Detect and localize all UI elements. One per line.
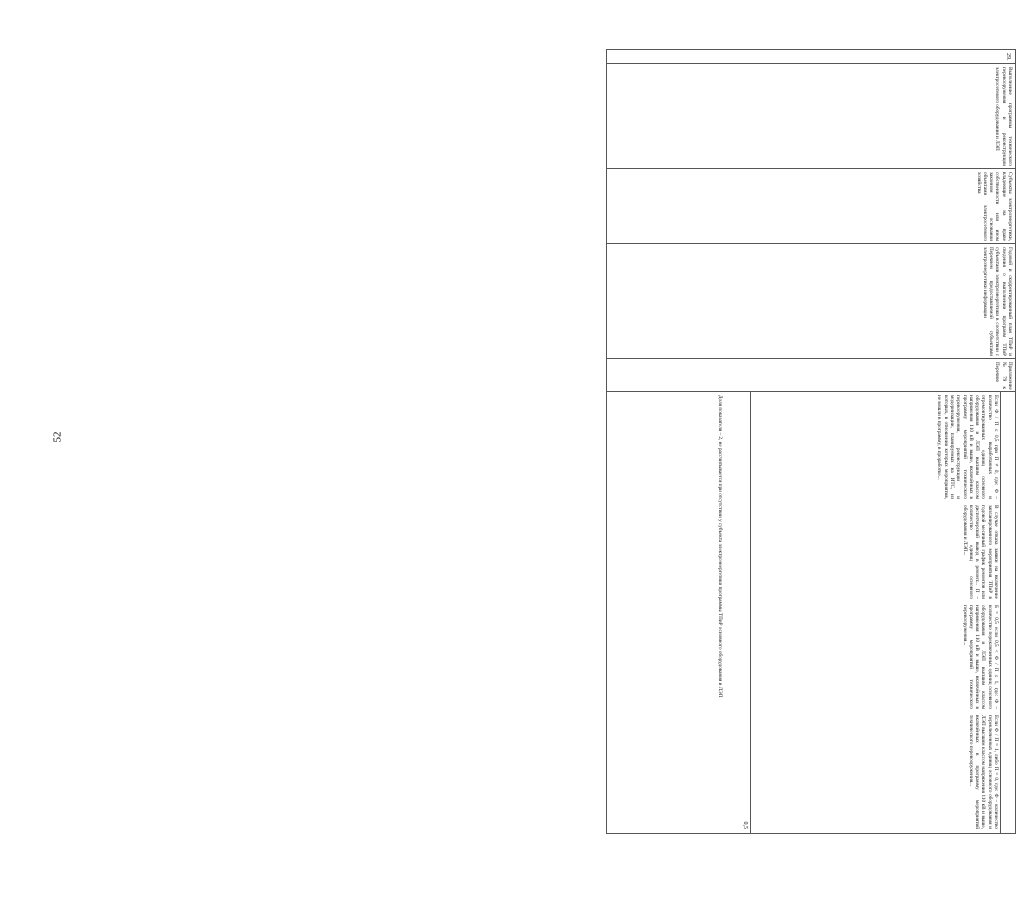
criteria-main: Если Ф / П ≤ 0,5 при П ≠ 0, где: Ф – количество выработанных и отремонтированных единиц основного оборудования и ЛЭП высшим классом напряжения 110 кВ и выше, включённых в программу мероприятий технического перевооружения, реконструкции и модернизации, планируемых на ИТС, из которых, в отношении которых мероприятия, не вошли в программу, в проработке... (936, 395, 999, 499)
criteria-right: Если Ф / П = 1, либо П = 0, где: Ф – количество переключенных единиц основного оборудования и ЛЭП высшим классом напряжения 110 кВ и выше, включённых в программу мероприятий технического перевооружения... (967, 715, 999, 829)
rotated-table (606, 49, 1016, 834)
weight-value: 0,5 (742, 821, 748, 829)
subject-text: Субъекты электроэнергетики, владеющие на праве собственности или ином законном основании объектами электросетевого хозяйства (975, 172, 1013, 241)
source-text: Годовой и скорректированный план ТПиР и сведения о выполнении программ ТПиР субъектами электроэнергетики в соответствии с Перечнем предоставляемой субъектами электроэнергетики информации (981, 247, 1013, 356)
row-number: 29. (1005, 53, 1011, 61)
page-number: 52 (51, 431, 64, 443)
criteria-mid1: В случае отказа заявки на включение запланированного мероприятия ТПиР в годовой месячный график ремонтов или диспетчерский вывод в ремонт... П – количество единиц основного оборудования и ЛЭП... (961, 505, 999, 599)
header-strip (1000, 392, 1015, 833)
indicator-text: Выполнение программы технического перевооружения и реконструкции электросетевого оборудования и ЛЭП (994, 67, 1013, 166)
note-text: Доля показателя – 2, не рассчитывается при отсутствии у субъекта электроэнергетики программы ТПиР основного оборудования и ЛЭП (717, 395, 723, 698)
criteria-mid2: Б = 0,5 если 0,5 < Ф / П ≤ 1, где: Ф – количество переключенных единиц основного оборудования и ЛЭП высшим классом напряжения 110 кВ и выше, включённых в программу мероприятий технического перевооружения... (961, 605, 999, 709)
annex-text: Приложение № 79 к Перечню (994, 362, 1013, 390)
col-number (607, 50, 1015, 64)
divider-weight (750, 392, 752, 833)
